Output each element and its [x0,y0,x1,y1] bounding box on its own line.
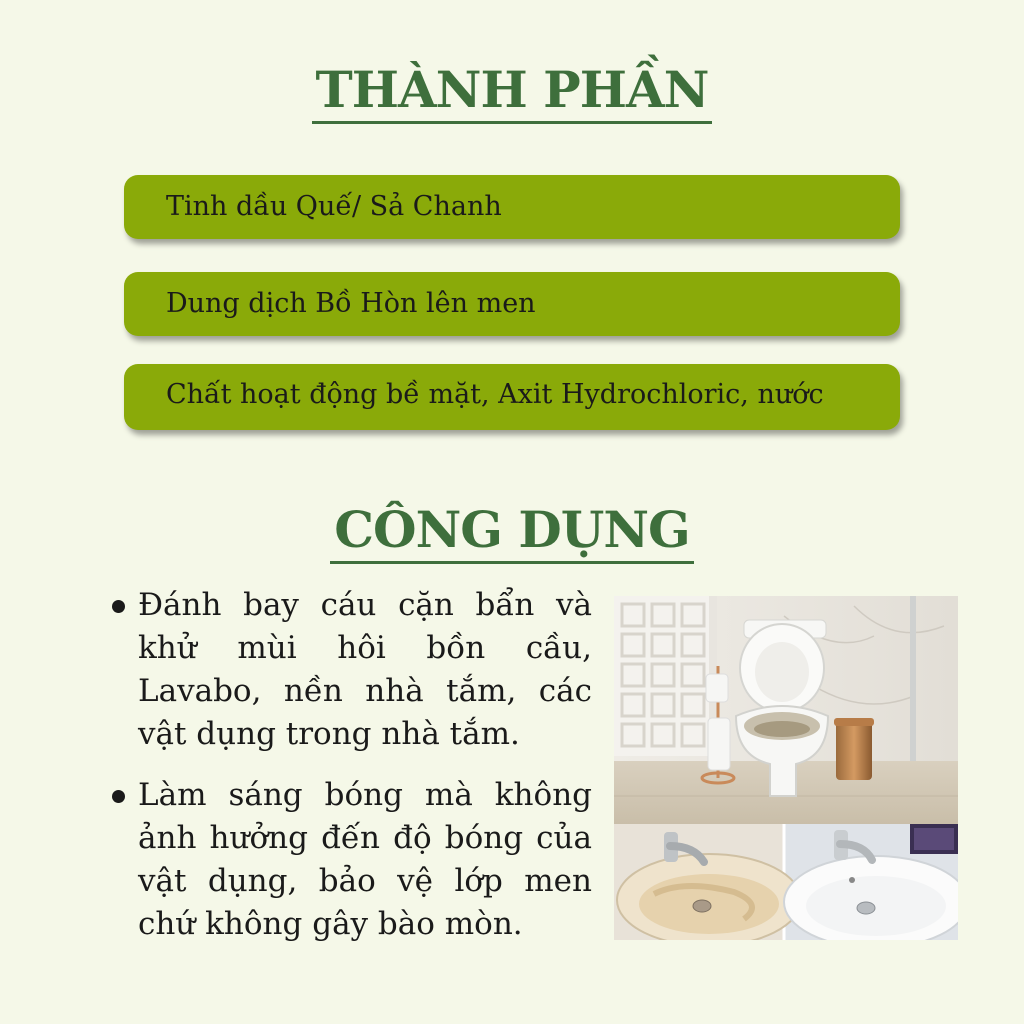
ingredient-item-1: Tinh dầu Quế/ Sả Chanh [124,175,900,239]
usage-list [108,584,592,964]
usage-title: CÔNG DỤNG [0,500,1024,564]
ingredient-item-2: Dung dịch Bồ Hòn lên men [124,272,900,336]
ingredients-title: THÀNH PHẦN [0,60,1024,124]
toilet-bathroom-photo [614,596,958,824]
ingredient-item-3: Chất hoạt động bề mặt, Axit Hydrochloric, nước [124,364,900,430]
bullet-icon [112,600,125,613]
sink-before-after-photo [614,824,958,940]
bullet-icon [112,790,125,803]
usage-item-2: Làm sáng bóng mà không ảnh hưởng đến độ bóng của vật dụng, bảo vệ lớp men chứ không gây bào mòn. [108,774,592,946]
usage-item-1: Đánh bay cáu cặn bẩn và khử mùi hôi bồn cầu, Lavabo, nền nhà tắm, các vật dụng trong nhà tắm. [108,584,592,756]
